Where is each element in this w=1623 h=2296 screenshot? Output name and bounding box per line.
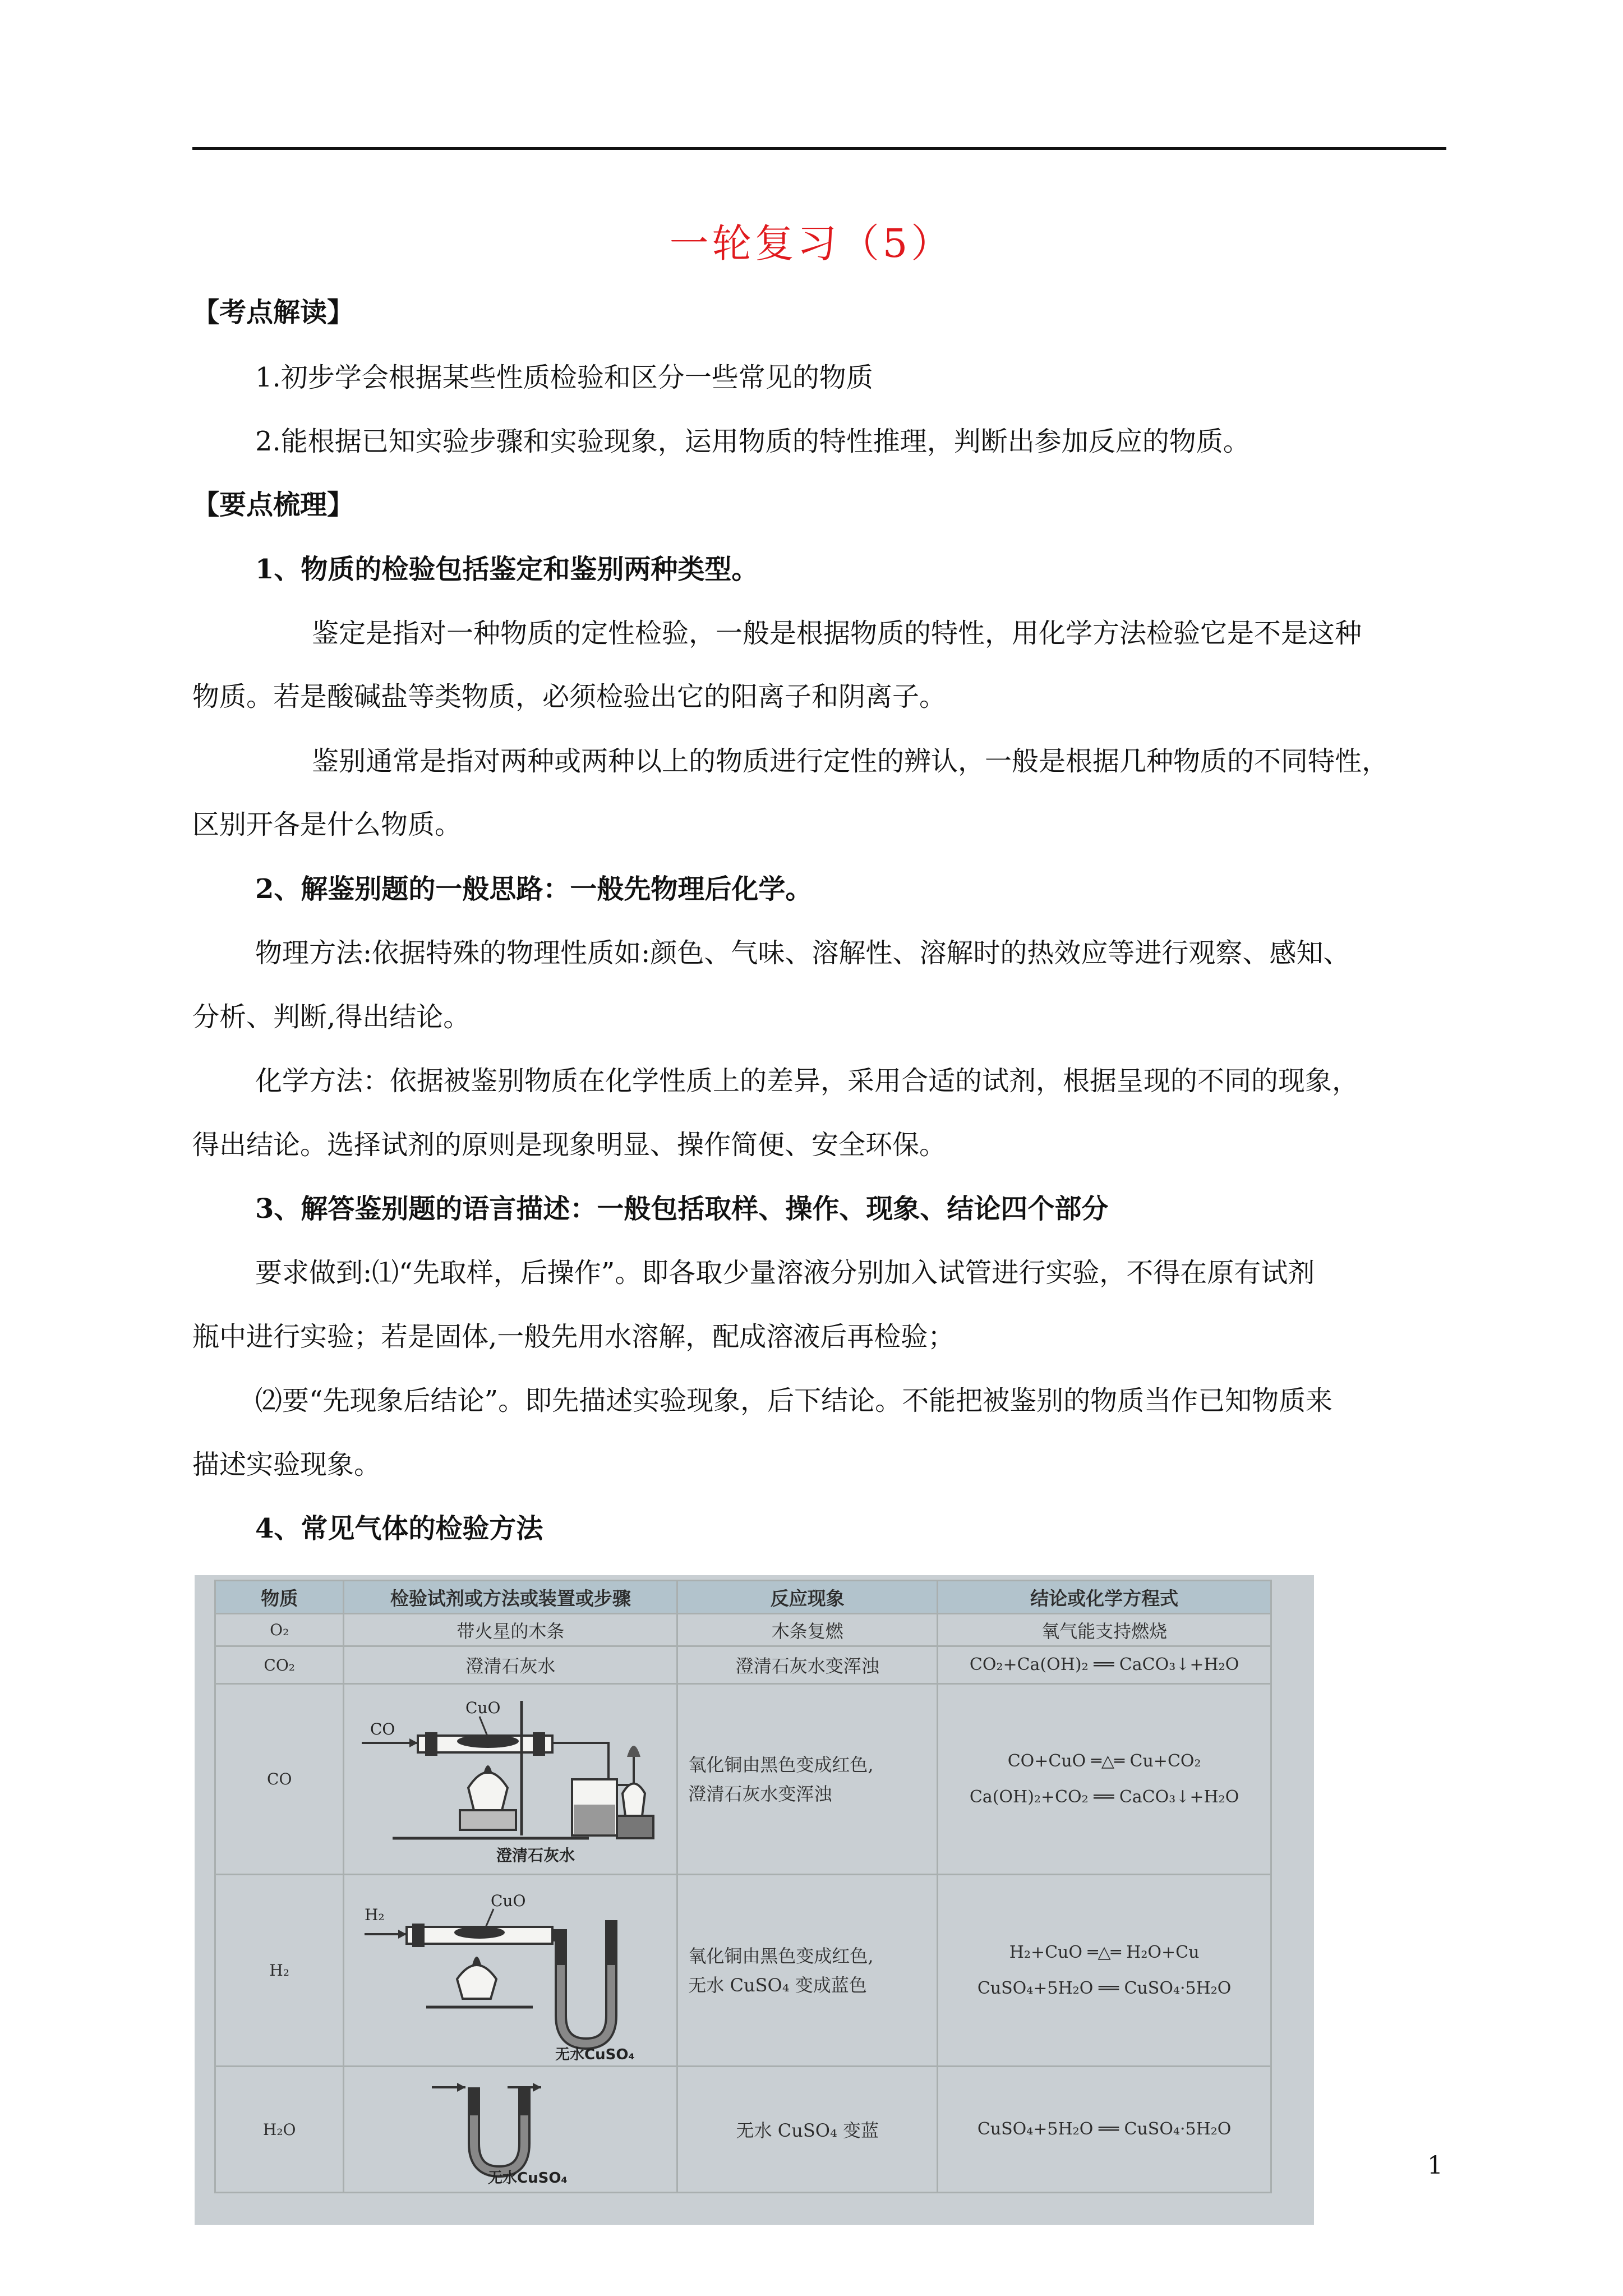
- header-phenomenon: 反应现象: [677, 1581, 938, 1614]
- cell-method-h2: [344, 1875, 677, 2067]
- table-row-co2: [215, 1646, 1271, 1684]
- cell-method-co: [344, 1684, 677, 1875]
- phenomenon-co-line-2: 澄清石灰水变浑浊: [688, 1783, 832, 1805]
- cell-substance-o2: O₂: [215, 1614, 344, 1646]
- point-4-title: 4、常见气体的检验方法: [255, 1513, 543, 1544]
- cell-method-o2: 带火星的木条: [344, 1614, 677, 1646]
- cell-phenomenon-co2: 澄清石灰水变浑浊: [677, 1646, 938, 1684]
- point-3-para-2-line-1: ⑵要“先现象后结论”。即先描述实验现象，后下结论。不能把被鉴别的物质当作已知物质来: [255, 1385, 1333, 1416]
- phenomenon-h2-line-2: 无水 CuSO₄ 变成蓝色: [688, 1974, 867, 1996]
- cell-conclusion-h2: [938, 1875, 1271, 2067]
- exam-point-1: 1.初步学会根据某些性质检验和区分一些常见的物质: [255, 362, 873, 393]
- cell-conclusion-co: [938, 1684, 1271, 1875]
- cell-phenomenon-o2: 木条复燃: [677, 1614, 938, 1646]
- equation-h2-2: CuSO₄+5H₂O ══ CuSO₄·5H₂O: [977, 1978, 1232, 1998]
- h2o-apparatus-diagram: [393, 2070, 628, 2188]
- point-2-para-1-line-2: 分析、判断,得出结论。: [192, 1001, 471, 1033]
- point-3-para-1-line-2: 瓶中进行实验；若是固体,一般先用水溶解，配成溶液后再检验；: [192, 1321, 955, 1352]
- header-method: 检验试剂或方法或装置或步骤: [344, 1581, 677, 1614]
- point-1-para-2-line-1: 鉴别通常是指对两种或两种以上的物质进行定性的辨认，一般是根据几种物质的不同特性，: [312, 746, 1389, 777]
- table-row-h2: [215, 1875, 1271, 2067]
- cuo-label: CuO: [465, 1698, 501, 1717]
- point-2-para-2-line-2: 得出结论。选择试剂的原则是现象明显、操作简便、安全环保。: [192, 1129, 947, 1161]
- point-1-para-1-line-1: 鉴定是指对一种物质的定性检验，一般是根据物质的特性，用化学方法检验它是不是这种: [312, 618, 1362, 649]
- point-2-title: 2、解鉴别题的一般思路：一般先物理后化学。: [255, 873, 813, 905]
- co-label: CO: [370, 1719, 395, 1738]
- point-2-para-1-line-1: 物理方法:依据特殊的物理性质如:颜色、气味、溶解性、溶解时的热效应等进行观察、感知、: [255, 937, 1350, 969]
- cell-phenomenon-h2: [677, 1875, 938, 2067]
- limewater-label: 澄清石灰水: [496, 1846, 575, 1865]
- equation-h2-1: H₂+CuO ═△═ H₂O+Cu: [1009, 1942, 1200, 1962]
- header-conclusion: 结论或化学方程式: [938, 1581, 1271, 1614]
- page-number: 1: [1427, 2151, 1443, 2180]
- section-heading-key-points: 【要点梳理】: [192, 489, 354, 521]
- cell-substance-h2o: H₂O: [215, 2067, 344, 2193]
- point-1-para-2-line-2: 区别开各是什么物质。: [192, 809, 462, 840]
- cell-substance-co: CO: [215, 1684, 344, 1875]
- cell-method-co2: 澄清石灰水: [344, 1646, 677, 1684]
- table-row-co: [215, 1684, 1271, 1875]
- h2-apparatus-diagram: [353, 1881, 667, 2060]
- point-3-para-2-line-2: 描述实验现象。: [192, 1449, 381, 1480]
- phenomenon-h2-line-1: 氧化铜由黑色变成红色,: [688, 1945, 874, 1967]
- page-title: 一轮复习（5）: [669, 220, 954, 266]
- table-row-o2: [215, 1614, 1271, 1646]
- cell-conclusion-o2: 氧气能支持燃烧: [938, 1614, 1271, 1646]
- cell-phenomenon-co: [677, 1684, 938, 1875]
- cell-conclusion-co2: CO₂+Ca(OH)₂ ══ CaCO₃↓+H₂O: [938, 1646, 1271, 1684]
- h2-label: H₂: [365, 1905, 385, 1924]
- point-1-para-1-line-2: 物质。若是酸碱盐等类物质，必须检验出它的阳离子和阴离子。: [192, 681, 947, 712]
- cell-method-h2o: [344, 2067, 677, 2193]
- header-substance: 物质: [215, 1581, 344, 1614]
- anhydrous-cuso4-label-h2o: 无水CuSO₄: [488, 2170, 568, 2187]
- equation-co-1: CO+CuO ═△═ Cu+CO₂: [1007, 1751, 1201, 1771]
- cell-conclusion-h2o: CuSO₄+5H₂O ══ CuSO₄·5H₂O: [938, 2067, 1271, 2193]
- anhydrous-cuso4-label: 无水CuSO₄: [555, 2046, 635, 2060]
- gas-test-table-photo: [195, 1575, 1314, 2225]
- point-3-para-1-line-1: 要求做到:⑴“先取样，后操作”。即各取少量溶液分别加入试管进行实验，不得在原有试剂: [255, 1257, 1315, 1289]
- phenomenon-co-line-1: 氧化铜由黑色变成红色,: [688, 1754, 874, 1775]
- co-apparatus-diagram: [353, 1690, 667, 1869]
- header-rule: [192, 147, 1446, 150]
- gas-test-table: [214, 1580, 1272, 2193]
- table-row-h2o: [215, 2067, 1271, 2193]
- cell-substance-co2: CO₂: [215, 1646, 344, 1684]
- point-3-title: 3、解答鉴别题的语言描述：一般包括取样、操作、现象、结论四个部分: [255, 1193, 1109, 1225]
- cell-substance-h2: H₂: [215, 1875, 344, 2067]
- exam-point-2: 2.能根据已知实验步骤和实验现象，运用物质的特性推理，判断出参加反应的物质。: [255, 426, 1250, 457]
- point-1-title: 1、物质的检验包括鉴定和鉴别两种类型。: [255, 554, 759, 585]
- equation-co-2: Ca(OH)₂+CO₂ ══ CaCO₃↓+H₂O: [969, 1787, 1239, 1807]
- cell-phenomenon-h2o: 无水 CuSO₄ 变蓝: [677, 2067, 938, 2193]
- point-2-para-2-line-1: 化学方法：依据被鉴别物质在化学性质上的差异，采用合适的试剂，根据呈现的不同的现象，: [255, 1065, 1359, 1097]
- section-heading-exam-points: 【考点解读】: [192, 297, 354, 328]
- table-header-row: [215, 1581, 1271, 1614]
- cuo-label-h2: CuO: [491, 1891, 526, 1910]
